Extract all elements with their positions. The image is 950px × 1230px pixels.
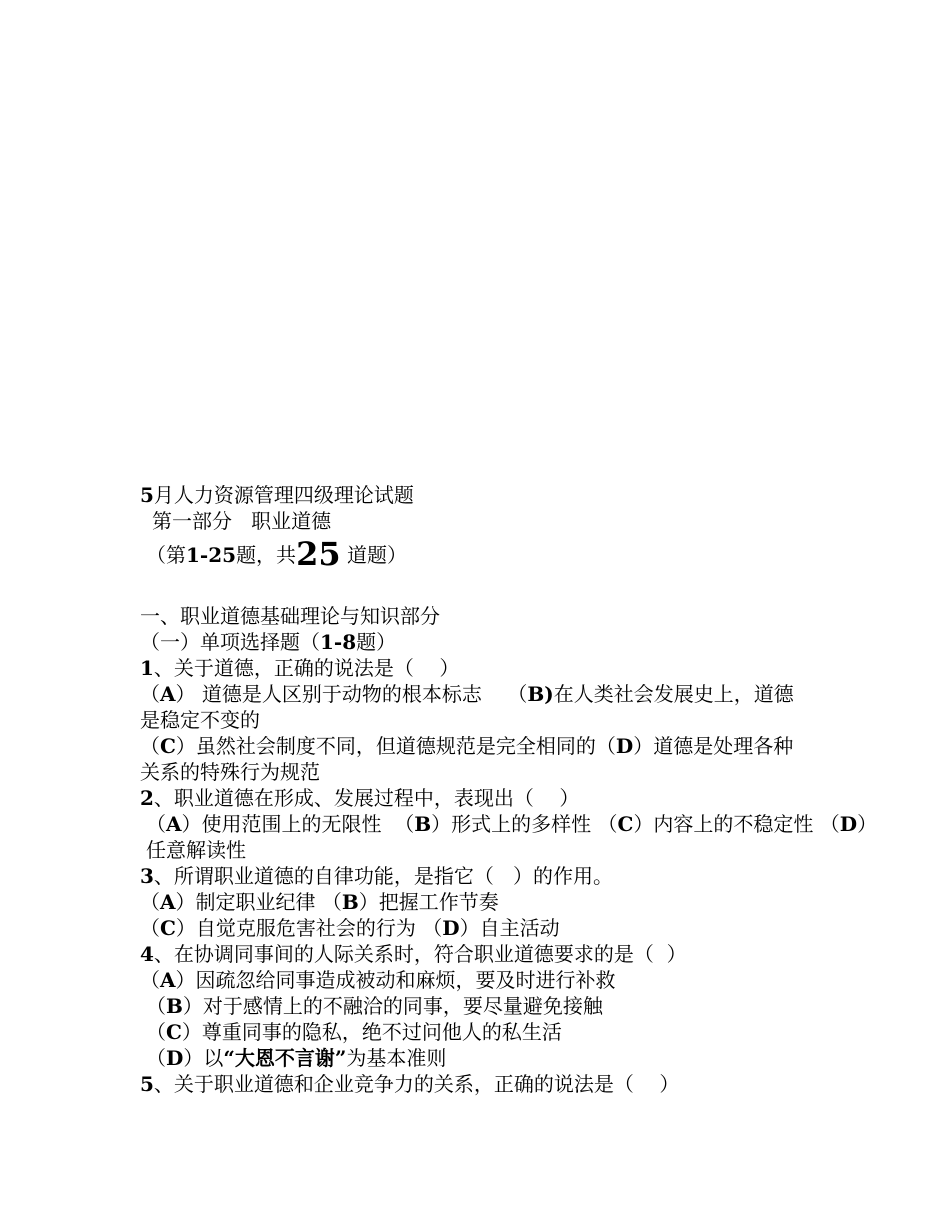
title-text: 月人力资源管理四级理论试题 [153, 483, 414, 507]
question-4-option-b: （B）对于感情上的不融洽的同事，要尽量避免接触 [146, 994, 603, 1018]
question-5: 5、关于职业道德和企业竞争力的关系，正确的说法是（ ） [140, 1072, 680, 1096]
question-1-options-ab: （A） 道德是人区别于动物的根本标志 （B)在人类社会发展史上，道德是稳定不变的 [140, 682, 794, 732]
question-1: 1、关于道德，正确的说法是（ ） [140, 656, 460, 680]
question-4-option-d: （D）以“大恩不言谢”为基本准则 [146, 1046, 447, 1070]
document-body [140, 482, 878, 1097]
question-2: 2、职业道德在形成、发展过程中，表现出（ ） [140, 786, 580, 810]
subsection-heading: （一）单项选择题（1-8题） [140, 630, 397, 654]
question-1-options-cd: （C）虽然社会制度不同，但道德规范是完全相同的（D）道德是处理各种关系的特殊行为规范 [140, 734, 794, 784]
doc-title [140, 482, 810, 508]
question-count: 25 [296, 535, 341, 573]
section-heading: 一、职业道德基础理论与知识部分 [140, 604, 440, 628]
question-4-option-c: （C）尊重同事的隐私，绝不过问他人的私生活 [146, 1020, 562, 1044]
title-number: 5 [140, 483, 154, 507]
question-4: 4、在协调同事间的人际关系时，符合职业道德要求的是（ ） [140, 942, 687, 966]
question-3: 3、所谓职业道德的自律功能，是指它（ ）的作用。 [140, 864, 613, 888]
part-title: 第一部分 职业道德 [152, 509, 332, 533]
question-3-options: （A）制定职业纪律 （B）把握工作节奏（C）自觉克服危害社会的行为 （D）自主活动 [140, 890, 560, 940]
spacer [140, 575, 810, 603]
question-4-option-a: （A）因疏忽给同事造成被动和麻烦，要及时进行补救 [140, 968, 616, 992]
question-range: （第1-25题，共25 道题） [146, 535, 407, 573]
question-2-options: （A）使用范围上的无限性 （B）形式上的多样性 （C）内容上的不稳定性 （D）任意解读性 [146, 812, 878, 862]
